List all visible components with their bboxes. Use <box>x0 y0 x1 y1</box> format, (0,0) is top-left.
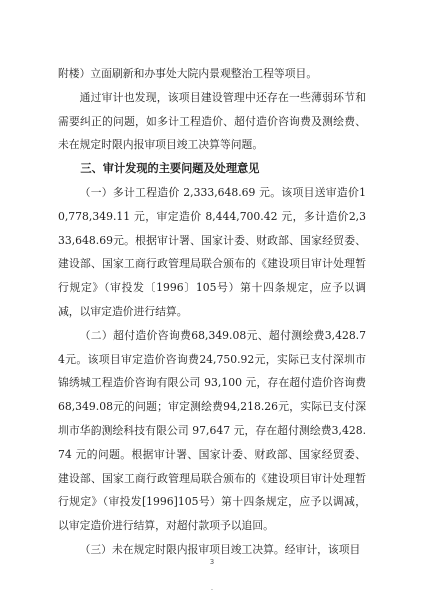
paragraph-findings: 通过审计也发现，该项目建设管理中还存在一些薄弱环节和需要纠正的问题，如多计工程造价、超付造价咨询费及测绘费、未在规定时限内报审项目竣工决算等问题。 <box>58 90 366 152</box>
footer-mark: - <box>210 586 214 593</box>
paragraph-continuation: 附楼）立面刷新和办事处大院内景观整治工程等项目。 <box>58 67 318 80</box>
page-number: 3 <box>209 558 215 566</box>
item-2-paragraph: （二）超付造价咨询费68,349.08元、超付测绘费3,428.74元。该项目审定造价咨询费24,750.92元，实际已支付深圳市锦绣城工程造价咨询有限公司 93,100 元，存在超付造价咨询费68,349.08元的问题；审定测绘费94,218.26元，实际已支付深圳市华韵测绘科技有限公司 97,647 元，存在超付测绘费3,428.74 元的问题。根据审计署、国家计委、财政部、国家经贸委、建设部、国家工商行政管理局联合颁布的《建设项目审计处理暂行规定》（审投发[1996]105号）第十四条规定，应予以调减，以审定造价进行结算，对超付款项予以追回。 <box>58 328 366 533</box>
item-3-paragraph: （三）未在规定时限内报审项目竣工决算。经审计，该项目 <box>79 542 361 556</box>
section-heading: 三、审计发现的主要问题及处理意见 <box>80 162 260 176</box>
item-1-paragraph: （一）多计工程造价 2,333,648.69 元。该项目送审造价10,778,349.11 元，审定造价 8,444,700.42 元，多计造价2,333,648.69元。根据审计署、国家计委、财政部、国家经贸委、建设部、国家工商行政管理局联合颁布的《建设项目审计处理暂行规定》（审投发〔1996〕105号）第十四条规定，应予以调减，以审定造价进行结算。 <box>58 185 366 318</box>
